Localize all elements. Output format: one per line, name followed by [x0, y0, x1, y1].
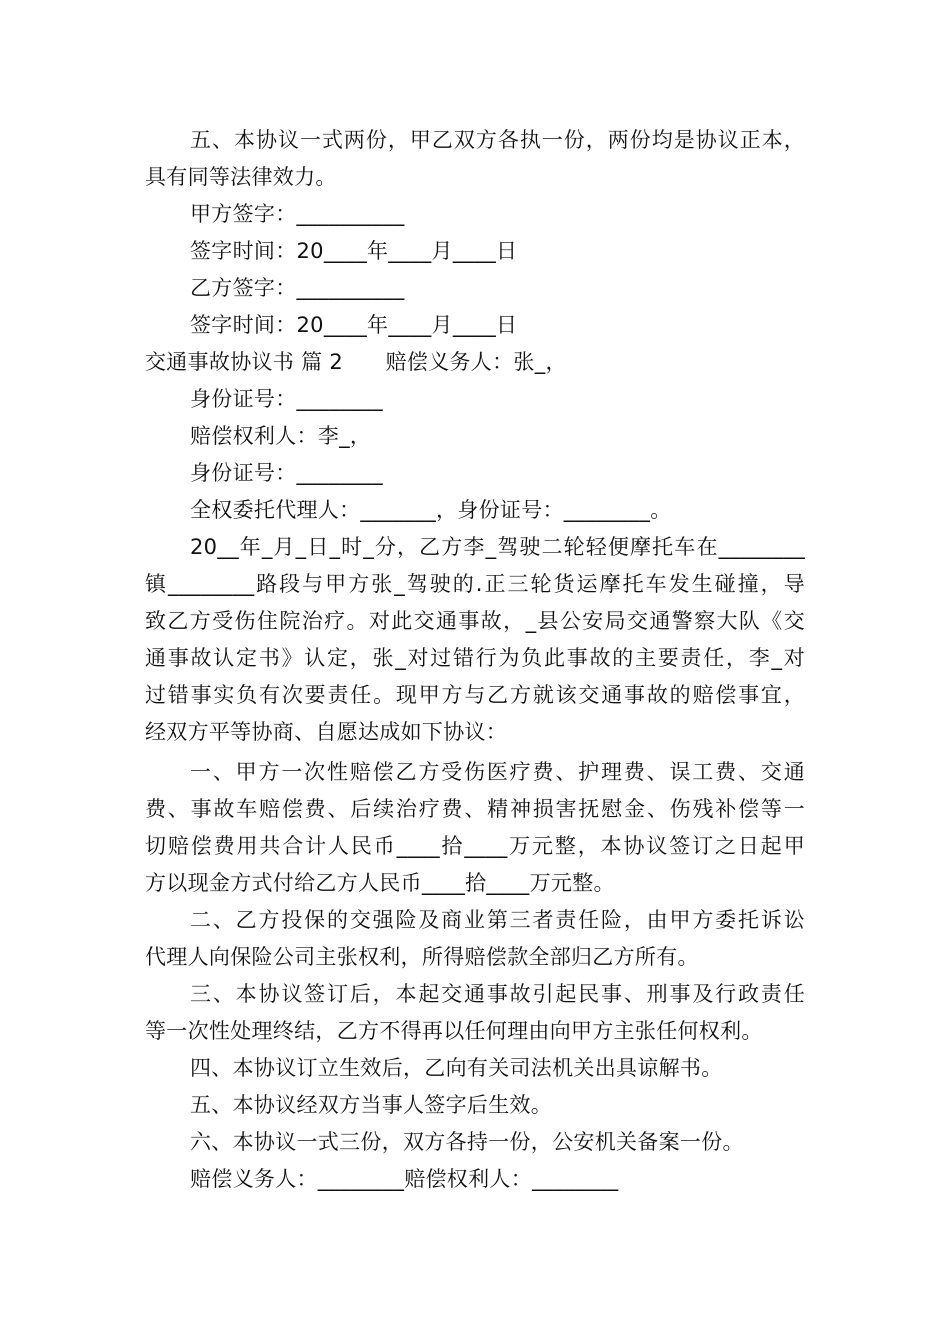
date-line: 签字时间：20____年____月____日: [190, 313, 518, 337]
paragraph-line: 方以现金方式付给乙方人民币____拾____万元整。: [145, 871, 615, 895]
paragraph-line: 20__年_月_日_时_分，乙方李_驾驶二轮轻便摩托车在________: [190, 535, 805, 559]
paragraph-line: 过错事实负有次要责任。现甲方与乙方就该交通事故的赔偿事宜，: [145, 683, 805, 707]
paragraph-line: 六、本协议一式三份，双方各持一份，公安机关备案一份。: [190, 1130, 744, 1154]
signature-line: 甲方签字：__________: [190, 202, 405, 226]
signature-line: 乙方签字：__________: [190, 276, 405, 300]
paragraph-line: 镇________路段与甲方张_驾驶的.正三轮货运摩托车发生碰撞，导: [145, 572, 805, 596]
paragraph-line: 五、本协议一式两份，甲乙双方各执一份，两份均是协议正本，: [190, 128, 805, 152]
paragraph-line: 等一次性处理终结，乙方不得再以任何理由向甲方主张任何权利。: [145, 1019, 763, 1043]
paragraph-line: 四、本协议订立生效后，乙向有关司法机关出具谅解书。: [190, 1056, 723, 1080]
paragraph-line: 身份证号：________: [190, 387, 383, 411]
section-heading: 交通事故协议书 篇 2 赔偿义务人：张_，: [145, 350, 567, 374]
paragraph-line: 费、事故车赔偿费、后续治疗费、精神损害抚慰金、伤残补偿等一: [145, 797, 805, 821]
signature-line: 赔偿义务人：________赔偿权利人：________: [190, 1167, 619, 1191]
paragraph-line: 通事故认定书》认定，张_对过错行为负此事故的主要责任，李_对: [145, 646, 805, 670]
paragraph-line: 经双方平等协商、自愿达成如下协议：: [145, 720, 508, 744]
paragraph-line: 切赔偿费用共合计人民币____拾____万元整，本协议签订之日起甲: [145, 834, 805, 858]
paragraph-line: 全权委托代理人：_______，身份证号：________。: [190, 498, 672, 522]
paragraph-line: 一、甲方一次性赔偿乙方受伤医疗费、护理费、误工费、交通: [190, 760, 805, 784]
paragraph-line: 三、本协议签订后，本起交通事故引起民事、刑事及行政责任: [190, 982, 805, 1006]
paragraph-line: 具有同等法律效力。: [145, 165, 337, 189]
paragraph-line: 身份证号：________: [190, 461, 383, 485]
date-line: 签字时间：20____年____月____日: [190, 239, 518, 263]
paragraph-line: 五、本协议经双方当事人签字后生效。: [190, 1093, 553, 1117]
paragraph-line: 致乙方受伤住院治疗。对此交通事故，_县公安局交通警察大队《交: [145, 609, 805, 633]
paragraph-line: 赔偿权利人：李_，: [190, 424, 372, 448]
paragraph-line: 代理人向保险公司主张权利，所得赔偿款全部归乙方所有。: [145, 945, 699, 969]
paragraph-line: 二、乙方投保的交强险及商业第三者责任险，由甲方委托诉讼: [190, 908, 805, 932]
